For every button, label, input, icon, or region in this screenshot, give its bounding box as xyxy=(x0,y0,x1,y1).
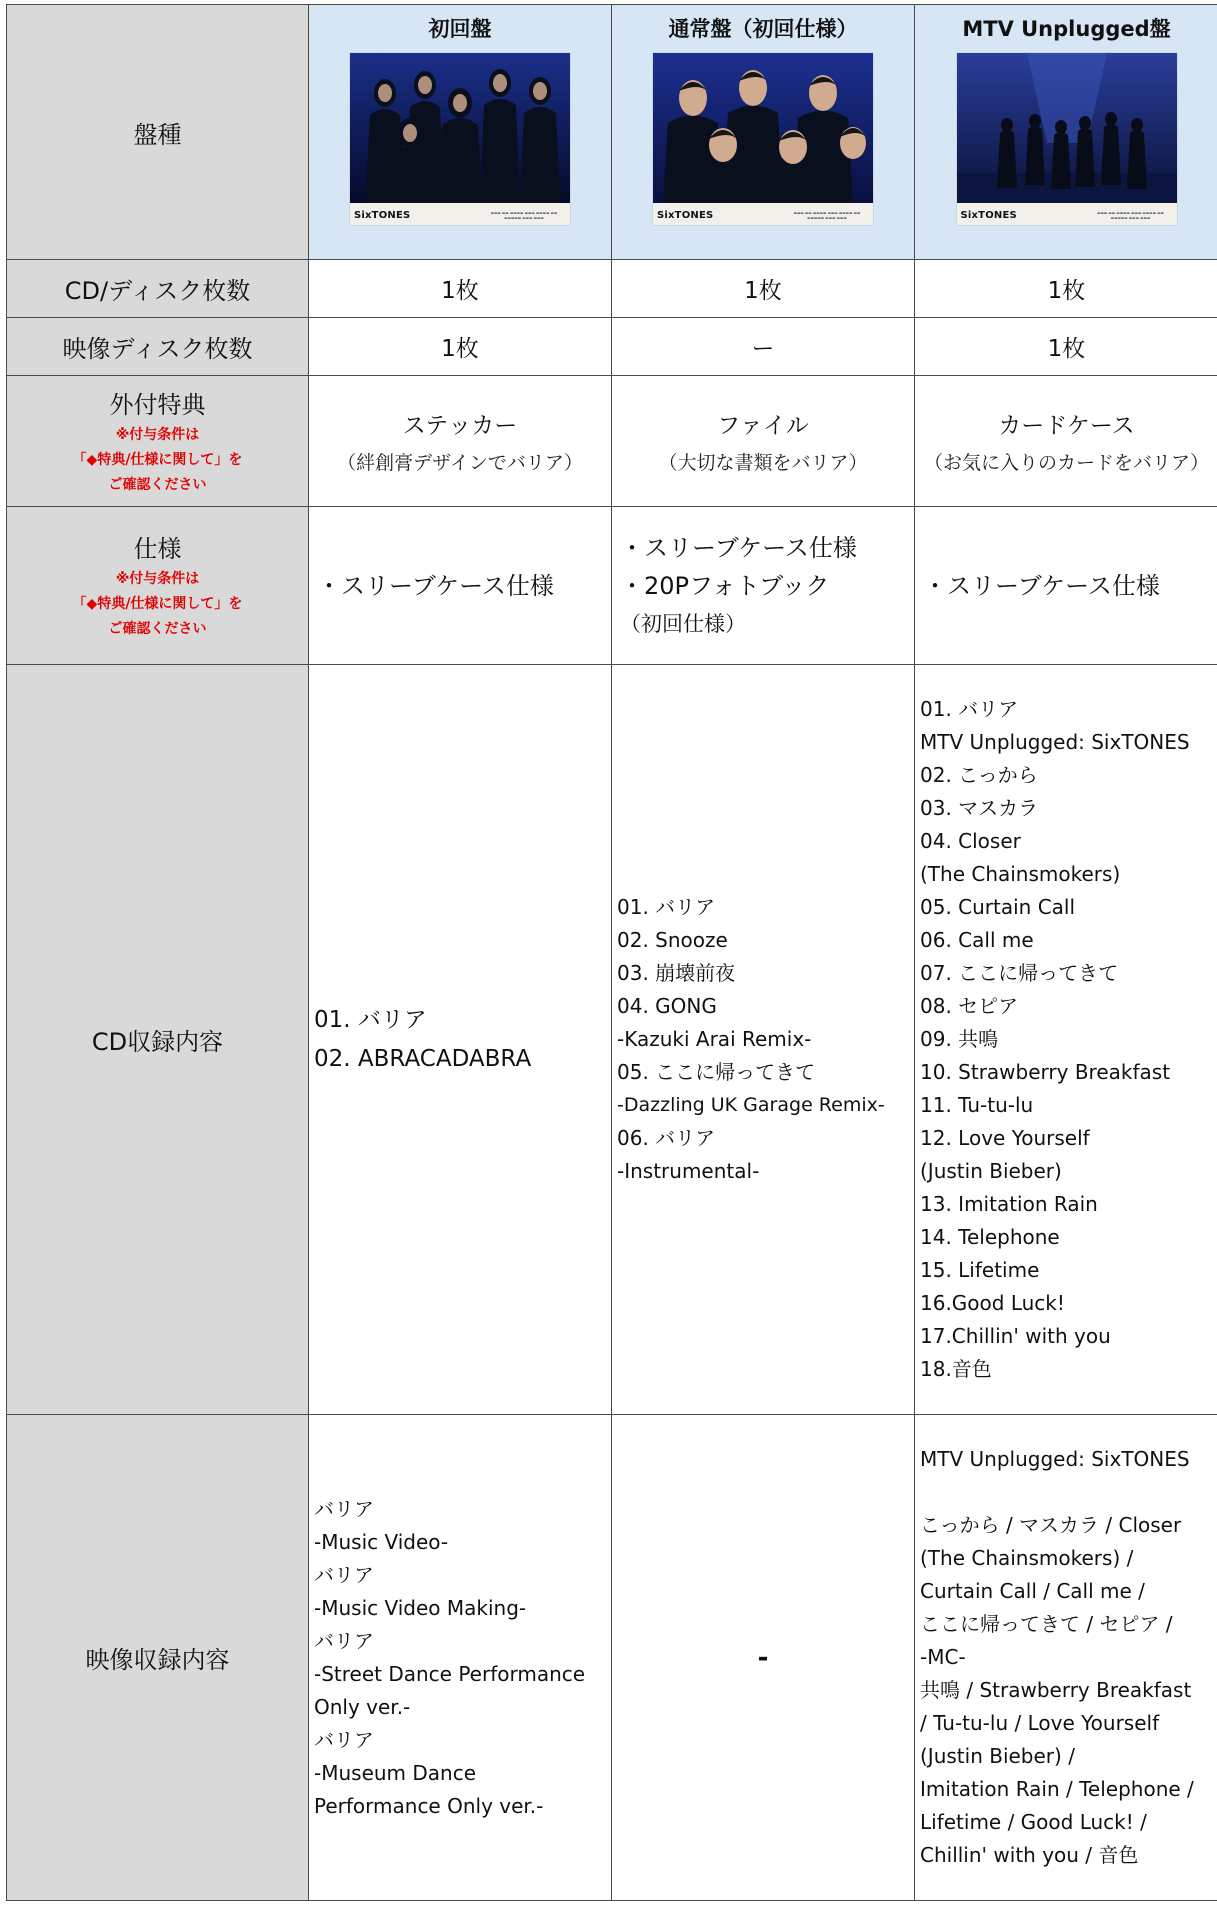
track-item: 09. 共鳴 xyxy=(920,1027,999,1051)
cd-count-value: 1枚 xyxy=(309,260,612,318)
edition-unplugged-header xyxy=(915,5,1217,260)
video-count-value: ー xyxy=(612,318,915,376)
edition-header-row xyxy=(7,5,1217,260)
video-content-row xyxy=(7,1415,1217,1901)
condition-note xyxy=(7,567,308,642)
edition-first-press-header xyxy=(309,5,612,260)
group-photo xyxy=(957,53,1177,203)
cover-fine-print: ▬▬▬ ▬▬ ▬▬▬▬ ▬▬▬ ▬▬▬▬ ▬▬ ▬▬▬▬▬ ▬▬▬ ▬▬▬ xyxy=(793,211,861,220)
condition-note xyxy=(7,423,308,498)
video-item: -MC- xyxy=(920,1645,966,1669)
group-photo xyxy=(350,53,570,203)
cd-count-value: 1枚 xyxy=(612,260,915,318)
track-item: 18.音色 xyxy=(920,1357,992,1381)
track-item: 17.Chillin' with you xyxy=(920,1324,1111,1348)
bonus-cell xyxy=(915,376,1217,507)
bonus-row xyxy=(7,376,1217,507)
video-item: 共鳴 / Strawberry Breakfast xyxy=(920,1678,1192,1702)
album-cover-image xyxy=(350,53,570,225)
video-item: -Street Dance Performance xyxy=(314,1661,586,1686)
track-item: 07. ここに帰ってきて xyxy=(920,961,1119,985)
video-item: バリア xyxy=(314,1496,374,1521)
track-item: 05. Curtain Call xyxy=(920,895,1076,919)
video-item: バリア xyxy=(314,1628,374,1653)
video-content-empty: - xyxy=(612,1415,915,1901)
bonus-name: カードケース xyxy=(998,413,1135,439)
video-spacer xyxy=(915,1476,1217,1509)
edition-comparison-table xyxy=(6,4,1217,1901)
cover-brand: SixTONES xyxy=(960,210,1017,221)
track-item: 10. Strawberry Breakfast xyxy=(920,1060,1171,1084)
video-item: (The Chainsmokers) / xyxy=(920,1546,1134,1570)
track-item: 02. ABRACADABRA xyxy=(314,1045,532,1072)
spec-item: ・スリーブケース仕様 xyxy=(317,571,554,600)
video-item: Curtain Call / Call me / xyxy=(920,1579,1145,1603)
spec-cell xyxy=(612,507,915,665)
track-item: 02. こっから xyxy=(920,763,1038,787)
video-item: (Justin Bieber) / xyxy=(920,1744,1075,1768)
track-item: MTV Unplugged: SixTONES xyxy=(920,730,1190,754)
bonus-cell xyxy=(309,376,612,507)
bonus-label-cell xyxy=(7,376,309,507)
track-item: 01. バリア xyxy=(920,697,1019,721)
cd-count-row xyxy=(7,260,1217,318)
video-item: Only ver.- xyxy=(314,1694,411,1719)
spec-row xyxy=(7,507,1217,665)
track-item: 02. Snooze xyxy=(617,928,728,952)
spec-item: ・スリーブケース仕様 xyxy=(923,571,1160,600)
spec-cell xyxy=(915,507,1217,665)
cover-brand: SixTONES xyxy=(354,210,411,221)
bonus-desc: （大切な書類をバリア） xyxy=(658,452,868,474)
video-count-row xyxy=(7,318,1217,376)
track-item: 15. Lifetime xyxy=(920,1258,1040,1282)
album-cover-image xyxy=(957,53,1177,225)
video-item: Chillin' with you / 音色 xyxy=(920,1843,1139,1867)
track-item: 11. Tu-tu-lu xyxy=(920,1093,1034,1117)
spec-cell xyxy=(309,507,612,665)
cd-count-label: CD/ディスク枚数 xyxy=(7,260,309,318)
track-item: 05. ここに帰ってきて xyxy=(617,1060,816,1084)
bonus-desc: （絆創膏デザインでバリア） xyxy=(337,452,583,474)
track-item: 04. GONG xyxy=(617,994,717,1018)
note-line: ご確認ください xyxy=(108,476,207,493)
track-item: 12. Love Yourself xyxy=(920,1126,1090,1150)
track-item: (Justin Bieber) xyxy=(920,1159,1062,1183)
edition-label: 盤種 xyxy=(7,5,309,260)
edition-title: 通常盤（初回仕様） xyxy=(668,17,858,41)
track-item: 01. バリア xyxy=(617,895,716,919)
cd-tracklist-cell xyxy=(309,665,612,1415)
note-line: ※付与条件は xyxy=(115,571,200,587)
track-item: 03. マスカラ xyxy=(920,796,1039,820)
video-item: Lifetime / Good Luck! / xyxy=(920,1810,1147,1834)
bonus-desc: （お気に入りのカードをバリア） xyxy=(923,452,1209,474)
spec-label-cell xyxy=(7,507,309,665)
track-item: 03. 崩壊前夜 xyxy=(617,961,736,985)
video-item: -Music Video- xyxy=(314,1529,449,1554)
track-item: -Kazuki Arai Remix- xyxy=(617,1027,812,1051)
video-item: -Music Video Making- xyxy=(314,1595,527,1620)
video-count-value: 1枚 xyxy=(915,318,1217,376)
track-item: (The Chainsmokers) xyxy=(920,862,1121,886)
video-item: Imitation Rain / Telephone / xyxy=(920,1777,1194,1801)
video-count-value: 1枚 xyxy=(309,318,612,376)
cover-fine-print: ▬▬▬ ▬▬ ▬▬▬▬ ▬▬▬ ▬▬▬▬ ▬▬ ▬▬▬▬▬ ▬▬▬ ▬▬▬ xyxy=(490,211,558,220)
video-content-cell xyxy=(915,1415,1217,1901)
video-item: こっから / マスカラ / Closer xyxy=(920,1513,1182,1537)
note-line: ご確認ください xyxy=(108,621,207,637)
note-line: 「◆特典/仕様に関して」を xyxy=(72,451,243,468)
spec-item: ・スリーブケース仕様 xyxy=(620,533,857,562)
video-content-label: 映像収録内容 xyxy=(7,1415,309,1901)
note-line: 「◆特典/仕様に関して」を xyxy=(72,596,243,612)
group-photo xyxy=(653,53,873,203)
track-item: 08. セピア xyxy=(920,994,1019,1018)
track-item: -Instrumental- xyxy=(617,1159,760,1183)
edition-regular-header xyxy=(612,5,915,260)
track-item: 06. Call me xyxy=(920,928,1034,952)
video-item: MTV Unplugged: SixTONES xyxy=(920,1447,1190,1471)
cd-count-value: 1枚 xyxy=(915,260,1217,318)
track-item: -Dazzling UK Garage Remix- xyxy=(617,1094,885,1116)
video-count-label: 映像ディスク枚数 xyxy=(7,318,309,376)
bonus-label: 外付特典 xyxy=(109,390,206,419)
spec-item: ・20Pフォトブック xyxy=(620,571,830,600)
edition-title: 初回盤 xyxy=(428,17,492,41)
video-item: ここに帰ってきて / セピア / xyxy=(920,1612,1173,1636)
bonus-name: ファイル xyxy=(717,413,809,439)
video-item: / Tu-tu-lu / Love Yourself xyxy=(920,1711,1160,1735)
video-item: Performance Only ver.- xyxy=(314,1793,544,1818)
track-item: 01. バリア xyxy=(314,1006,427,1033)
cd-tracklist-cell xyxy=(612,665,915,1415)
track-item: 06. バリア xyxy=(617,1126,716,1150)
video-item: -Museum Dance xyxy=(314,1760,477,1785)
track-item: 16.Good Luck! xyxy=(920,1291,1065,1315)
album-cover-image xyxy=(653,53,873,225)
cover-brand: SixTONES xyxy=(657,210,714,221)
cd-content-label: CD収録内容 xyxy=(7,665,309,1415)
track-item: 04. Closer xyxy=(920,829,1021,853)
edition-title: MTV Unplugged盤 xyxy=(962,17,1171,41)
video-item: バリア xyxy=(314,1562,374,1587)
spec-label: 仕様 xyxy=(133,535,182,563)
cover-fine-print: ▬▬▬ ▬▬ ▬▬▬▬ ▬▬▬ ▬▬▬▬ ▬▬ ▬▬▬▬▬ ▬▬▬ ▬▬▬ xyxy=(1097,211,1164,220)
video-item: バリア xyxy=(314,1727,374,1752)
note-line: ※付与条件は xyxy=(115,426,200,443)
bonus-name: ステッカー xyxy=(402,413,518,439)
spec-item: （初回仕様） xyxy=(620,611,746,636)
track-item: 14. Telephone xyxy=(920,1225,1060,1249)
track-item: 13. Imitation Rain xyxy=(920,1192,1098,1216)
cd-tracklist-cell xyxy=(915,665,1217,1415)
bonus-cell xyxy=(612,376,915,507)
video-content-cell xyxy=(309,1415,612,1901)
cd-content-row xyxy=(7,665,1217,1415)
